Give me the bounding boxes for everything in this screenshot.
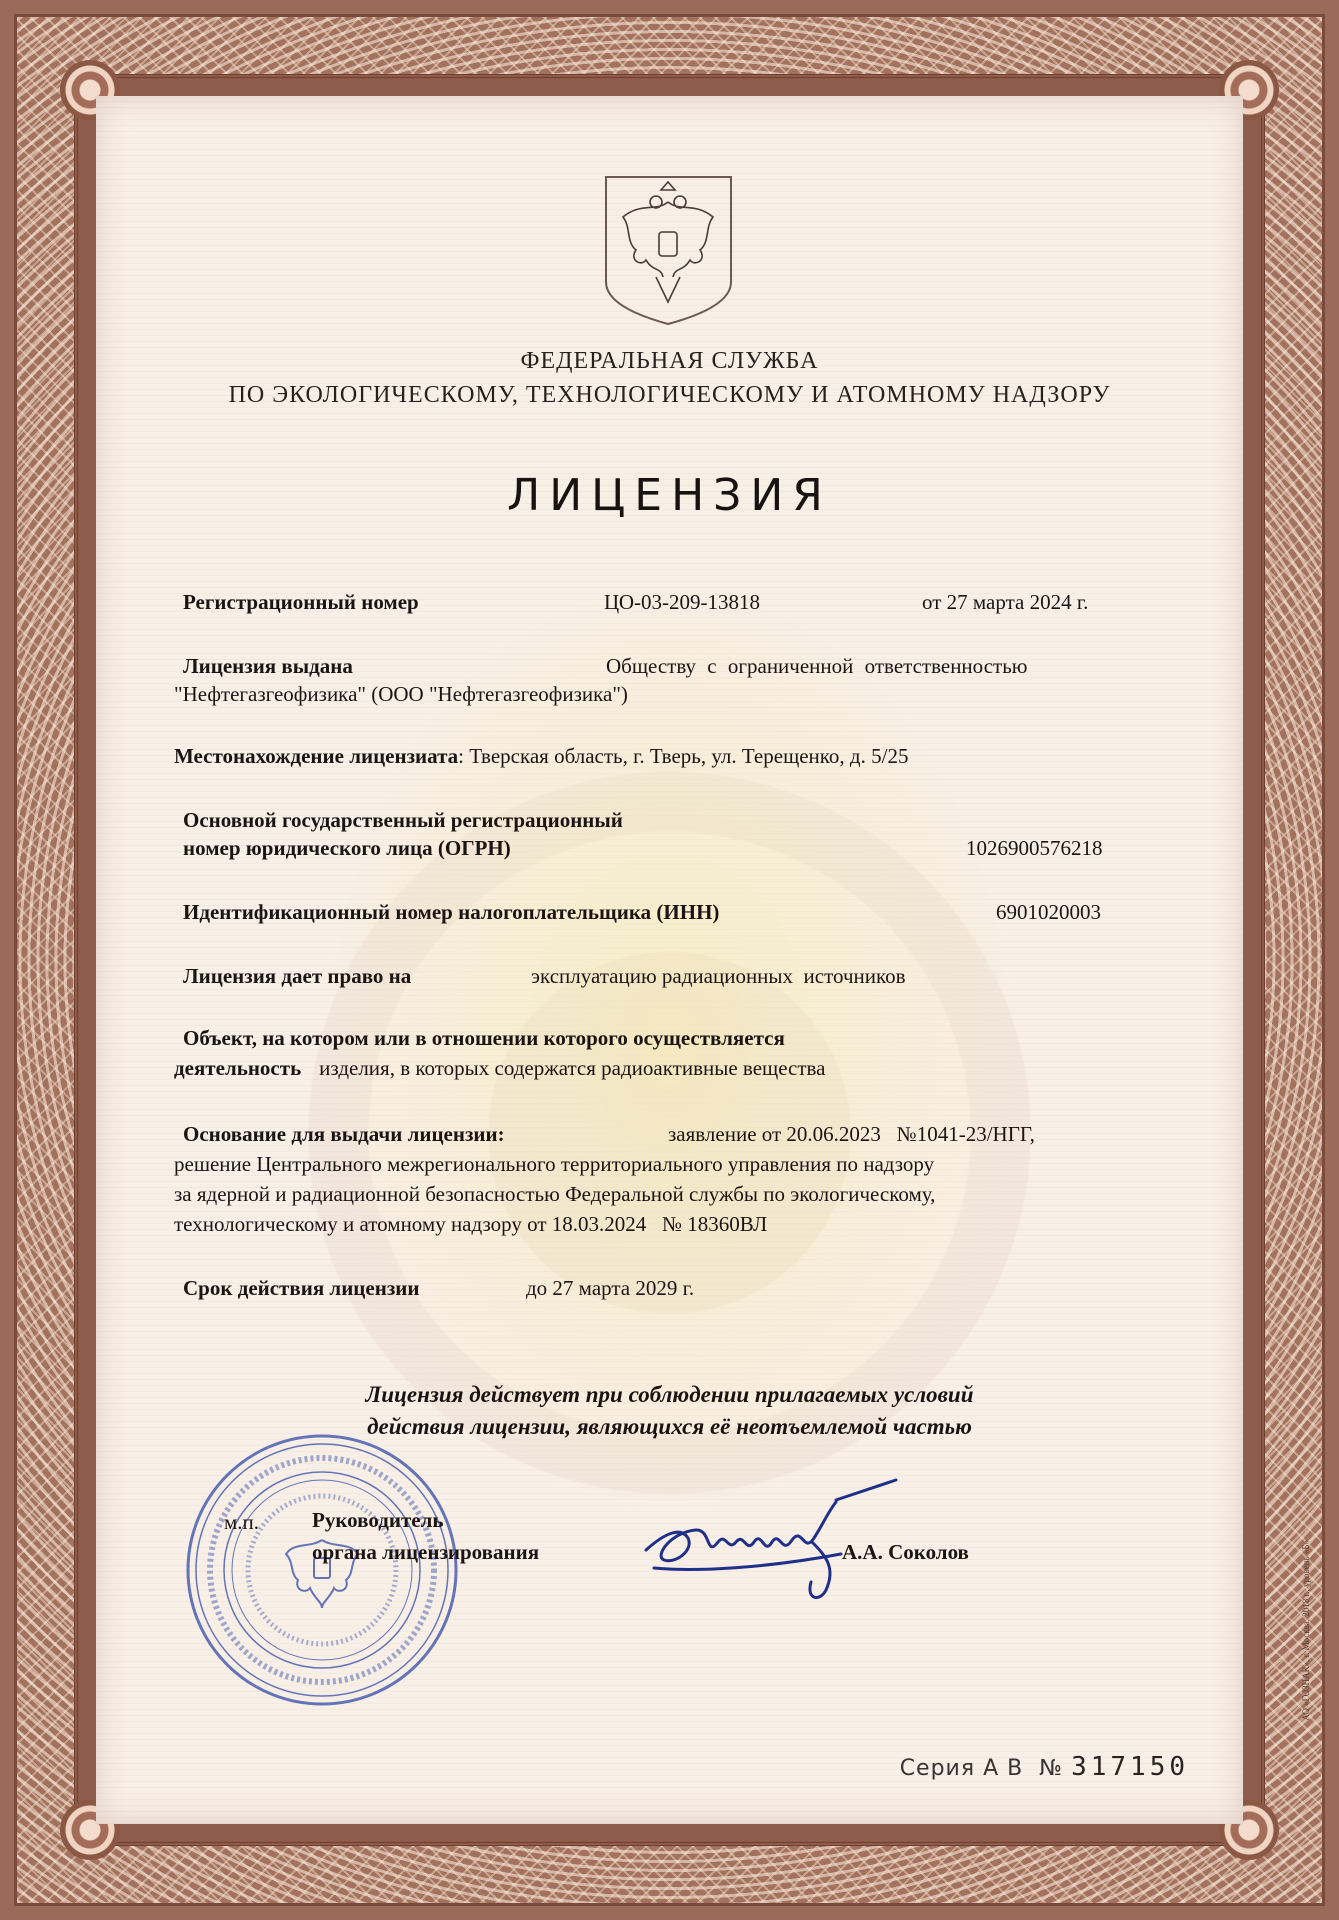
signature-icon (636, 1472, 926, 1622)
object-label-line2: деятельность (174, 1056, 302, 1080)
basis-line4: технологическому и атомному надзору от 18.03.2024 № 18360ВЛ (174, 1212, 768, 1236)
validity-value: до 27 марта 2029 г. (526, 1276, 695, 1300)
official-seal-icon (182, 1430, 462, 1710)
seal-place-mark: м.п. (224, 1510, 260, 1534)
conditions-note-line2: действия лицензии, являющихся её неотъемлемой частью (367, 1414, 972, 1439)
location-label: Местонахождение лицензиата (174, 744, 459, 768)
registration-label: Регистрационный номер (183, 590, 419, 614)
ogrn-label-line2: номер юридического лица (ОГРН) (183, 836, 511, 860)
issued-to-label: Лицензия выдана (183, 654, 353, 678)
serial-block (900, 1752, 1189, 1782)
inn-label: Идентификационный номер налогоплательщика (ИНН) (183, 900, 720, 924)
signatory-position-line2: органа лицензирования (312, 1540, 540, 1564)
object-row (174, 1054, 826, 1082)
issued-to-value-line1: Обществу с ограниченной ответственностью (606, 654, 1028, 678)
issued-to-value-line2: "Нефтегазгеофизика" (ООО "Нефтегазгеофизика") (174, 682, 628, 706)
validity-label: Срок действия лицензии (183, 1276, 420, 1300)
signatory-name: А.А. Соколов (842, 1540, 969, 1564)
location-row (174, 742, 908, 770)
inn-value: 6901020003 (996, 900, 1101, 924)
registration-number: ЦО-03-209-13818 (604, 590, 761, 614)
object-value: изделия, в которых содержатся радиоактивные вещества (319, 1056, 826, 1080)
agency-name-line1: ФЕДЕРАЛЬНАЯ СЛУЖБА (520, 348, 819, 374)
object-label-line1: Объект, на котором или в отношении которого осуществляется (183, 1026, 785, 1050)
basis-line1: заявление от 20.06.2023 №1041-23/НГГ, (668, 1122, 1035, 1146)
conditions-note-line1: Лицензия действует при соблюдении прилагаемых условий (365, 1382, 974, 1407)
basis-line3: за ядерной и радиационной безопасностью Федеральной службы по экологическому, (174, 1182, 936, 1206)
location-value: : Тверская область, г. Тверь, ул. Терещенко, д. 5/25 (458, 744, 909, 768)
printer-imprint: АО «ГОЗНАК», г. Москва, 2018 г., уровень «Б» (1301, 1540, 1311, 1721)
state-emblem-icon (601, 172, 736, 327)
basis-label: Основание для выдачи лицензии: (183, 1122, 505, 1146)
serial-prefix: Серия А В № (899, 1756, 1064, 1781)
right-value: эксплуатацию радиационных источников (531, 964, 906, 988)
ogrn-label-line1: Основной государственный регистрационный (183, 808, 623, 832)
ogrn-value: 1026900576218 (966, 836, 1103, 860)
document-title: ЛИЦЕНЗИЯ (507, 470, 832, 521)
basis-line2: решение Центрального межрегионального территориального управления по надзору (174, 1152, 935, 1176)
agency-name-line2: ПО ЭКОЛОГИЧЕСКОМУ, ТЕХНОЛОГИЧЕСКОМУ И АТОМНОМУ НАДЗОРУ (228, 382, 1111, 408)
registration-date: от 27 марта 2024 г. (922, 590, 1089, 614)
signatory-position-line1: Руководитель (312, 1508, 444, 1532)
serial-number: 317150 (1071, 1752, 1189, 1782)
right-label: Лицензия дает право на (183, 964, 412, 988)
